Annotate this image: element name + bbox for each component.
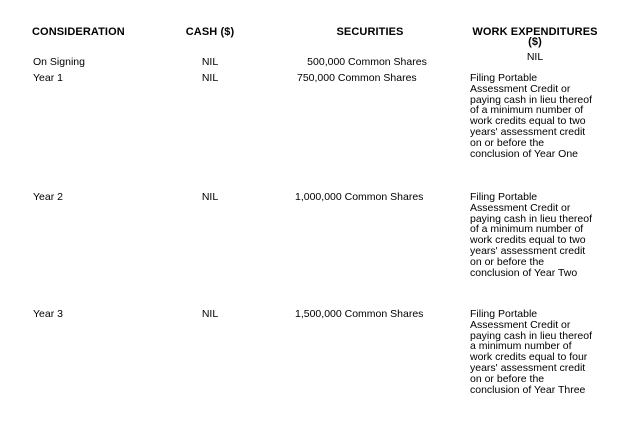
row-3-work-expenditures: Filing Portable Assessment Credit or paying cash in lieu thereof a minimum number of work credits equal to four years' assessment credit on or before the conclusion of Year Three <box>470 308 592 396</box>
row-2-cash: NIL <box>201 191 219 203</box>
row-0-cash: NIL <box>201 56 219 68</box>
row-2-securities: 1,000,000 Common Shares <box>295 191 424 203</box>
header-cash: CASH ($) <box>185 26 235 38</box>
row-0-consideration: On Signing <box>33 56 85 68</box>
row-3-consideration: Year 3 <box>33 308 63 320</box>
row-1-consideration: Year 1 <box>33 72 63 84</box>
row-0-work-expenditures: NIL <box>526 51 544 63</box>
row-1-securities: 750,000 Common Shares <box>297 72 417 84</box>
row-3-cash: NIL <box>201 308 219 320</box>
row-3-securities: 1,500,000 Common Shares <box>295 308 424 320</box>
row-2-work-expenditures: Filing Portable Assessment Credit or paying cash in lieu thereof of a minimum number of work credits equal to two years' assessment credit on or before the conclusion of Year Two <box>470 191 592 279</box>
row-1-cash: NIL <box>201 72 219 84</box>
row-0-securities: 500,000 Common Shares <box>307 56 427 68</box>
row-1-work-expenditures: Filing Portable Assessment Credit or paying cash in lieu thereof of a minimum number of work credits equal to two years' assessment credit on or before the conclusion of Year One <box>470 72 592 160</box>
header-work-expenditures: WORK EXPENDITURES ($) <box>472 26 598 48</box>
header-consideration: CONSIDERATION <box>32 26 125 38</box>
row-2-consideration: Year 2 <box>33 191 63 203</box>
header-securities: SECURITIES <box>336 26 404 38</box>
